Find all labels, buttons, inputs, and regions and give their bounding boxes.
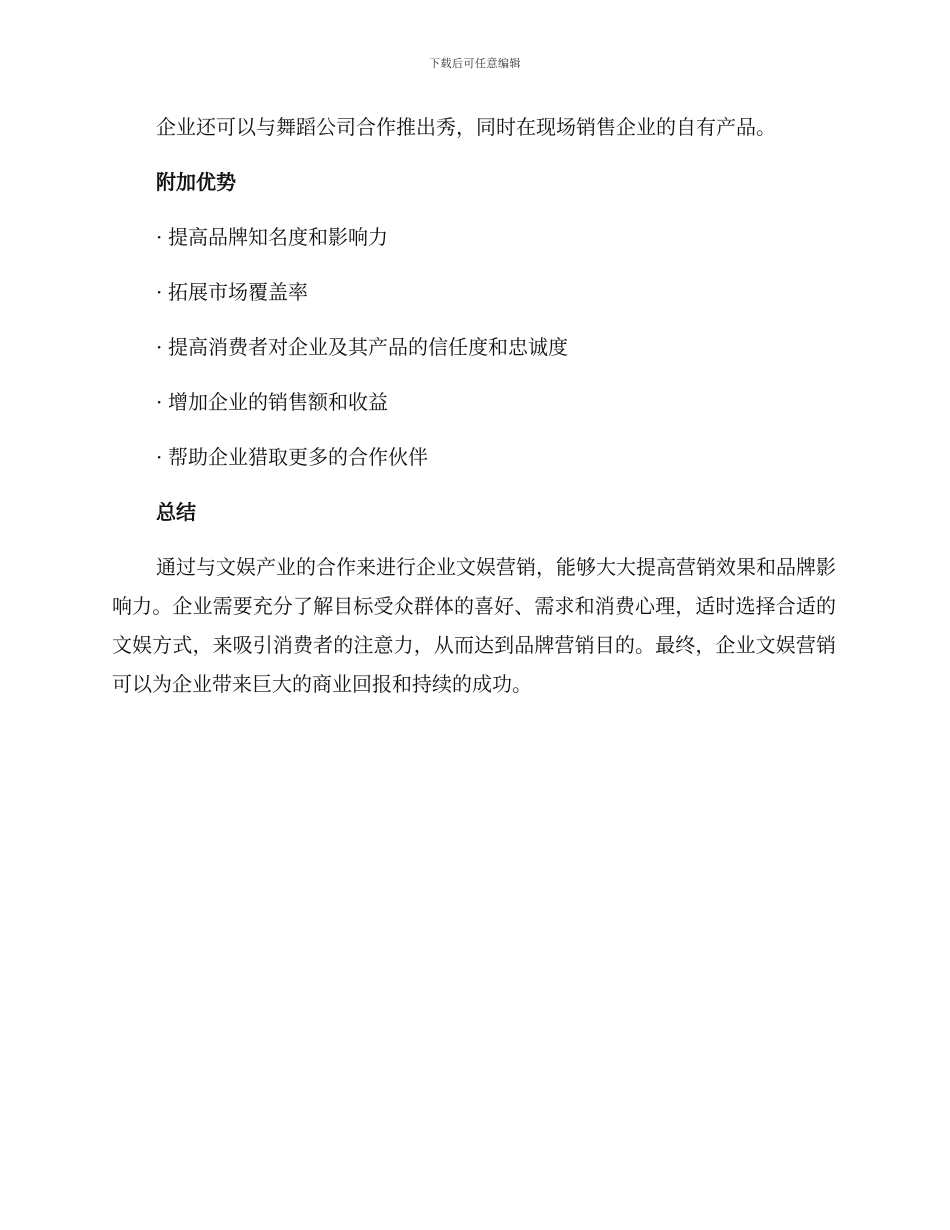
list-item — [156, 328, 836, 367]
summary-heading: 总结 — [156, 500, 196, 524]
bullet-mark: · — [156, 390, 163, 414]
list-item-text: 增加企业的销售额和收益 — [168, 390, 388, 414]
advantages-list — [112, 218, 836, 477]
list-item — [156, 273, 836, 312]
bullet-mark: · — [156, 445, 163, 469]
list-item-text: 提高品牌知名度和影响力 — [168, 225, 388, 249]
list-item-text: 帮助企业猎取更多的合作伙伴 — [168, 445, 428, 469]
list-item — [156, 218, 836, 257]
bullet-mark: · — [156, 335, 163, 359]
list-item-text: 提高消费者对企业及其产品的信任度和忠诚度 — [168, 335, 568, 359]
list-item-text: 拓展市场覆盖率 — [168, 280, 308, 304]
advantages-heading: 附加优势 — [156, 170, 236, 194]
page-header: 下载后可任意编辑 — [429, 57, 521, 70]
bullet-mark: · — [156, 280, 163, 304]
list-item — [156, 438, 836, 477]
intro-paragraph: 企业还可以与舞蹈公司合作推出秀，同时在现场销售企业的自有产品。 — [156, 115, 776, 139]
summary-paragraph: 通过与文娱产业的合作来进行企业文娱营销，能够大大提高营销效果和品牌影响力。企业需要充分了解目标受众群体的喜好、需求和消费心理，适时选择合适的文娱方式，来吸引消费者的注意力，从而达到品牌营销目的。最终，企业文娱营销可以为企业带来巨大的商业回报和持续的成功。 — [112, 555, 836, 696]
document-body — [112, 108, 836, 704]
list-item — [156, 383, 836, 422]
bullet-mark: · — [156, 225, 163, 249]
